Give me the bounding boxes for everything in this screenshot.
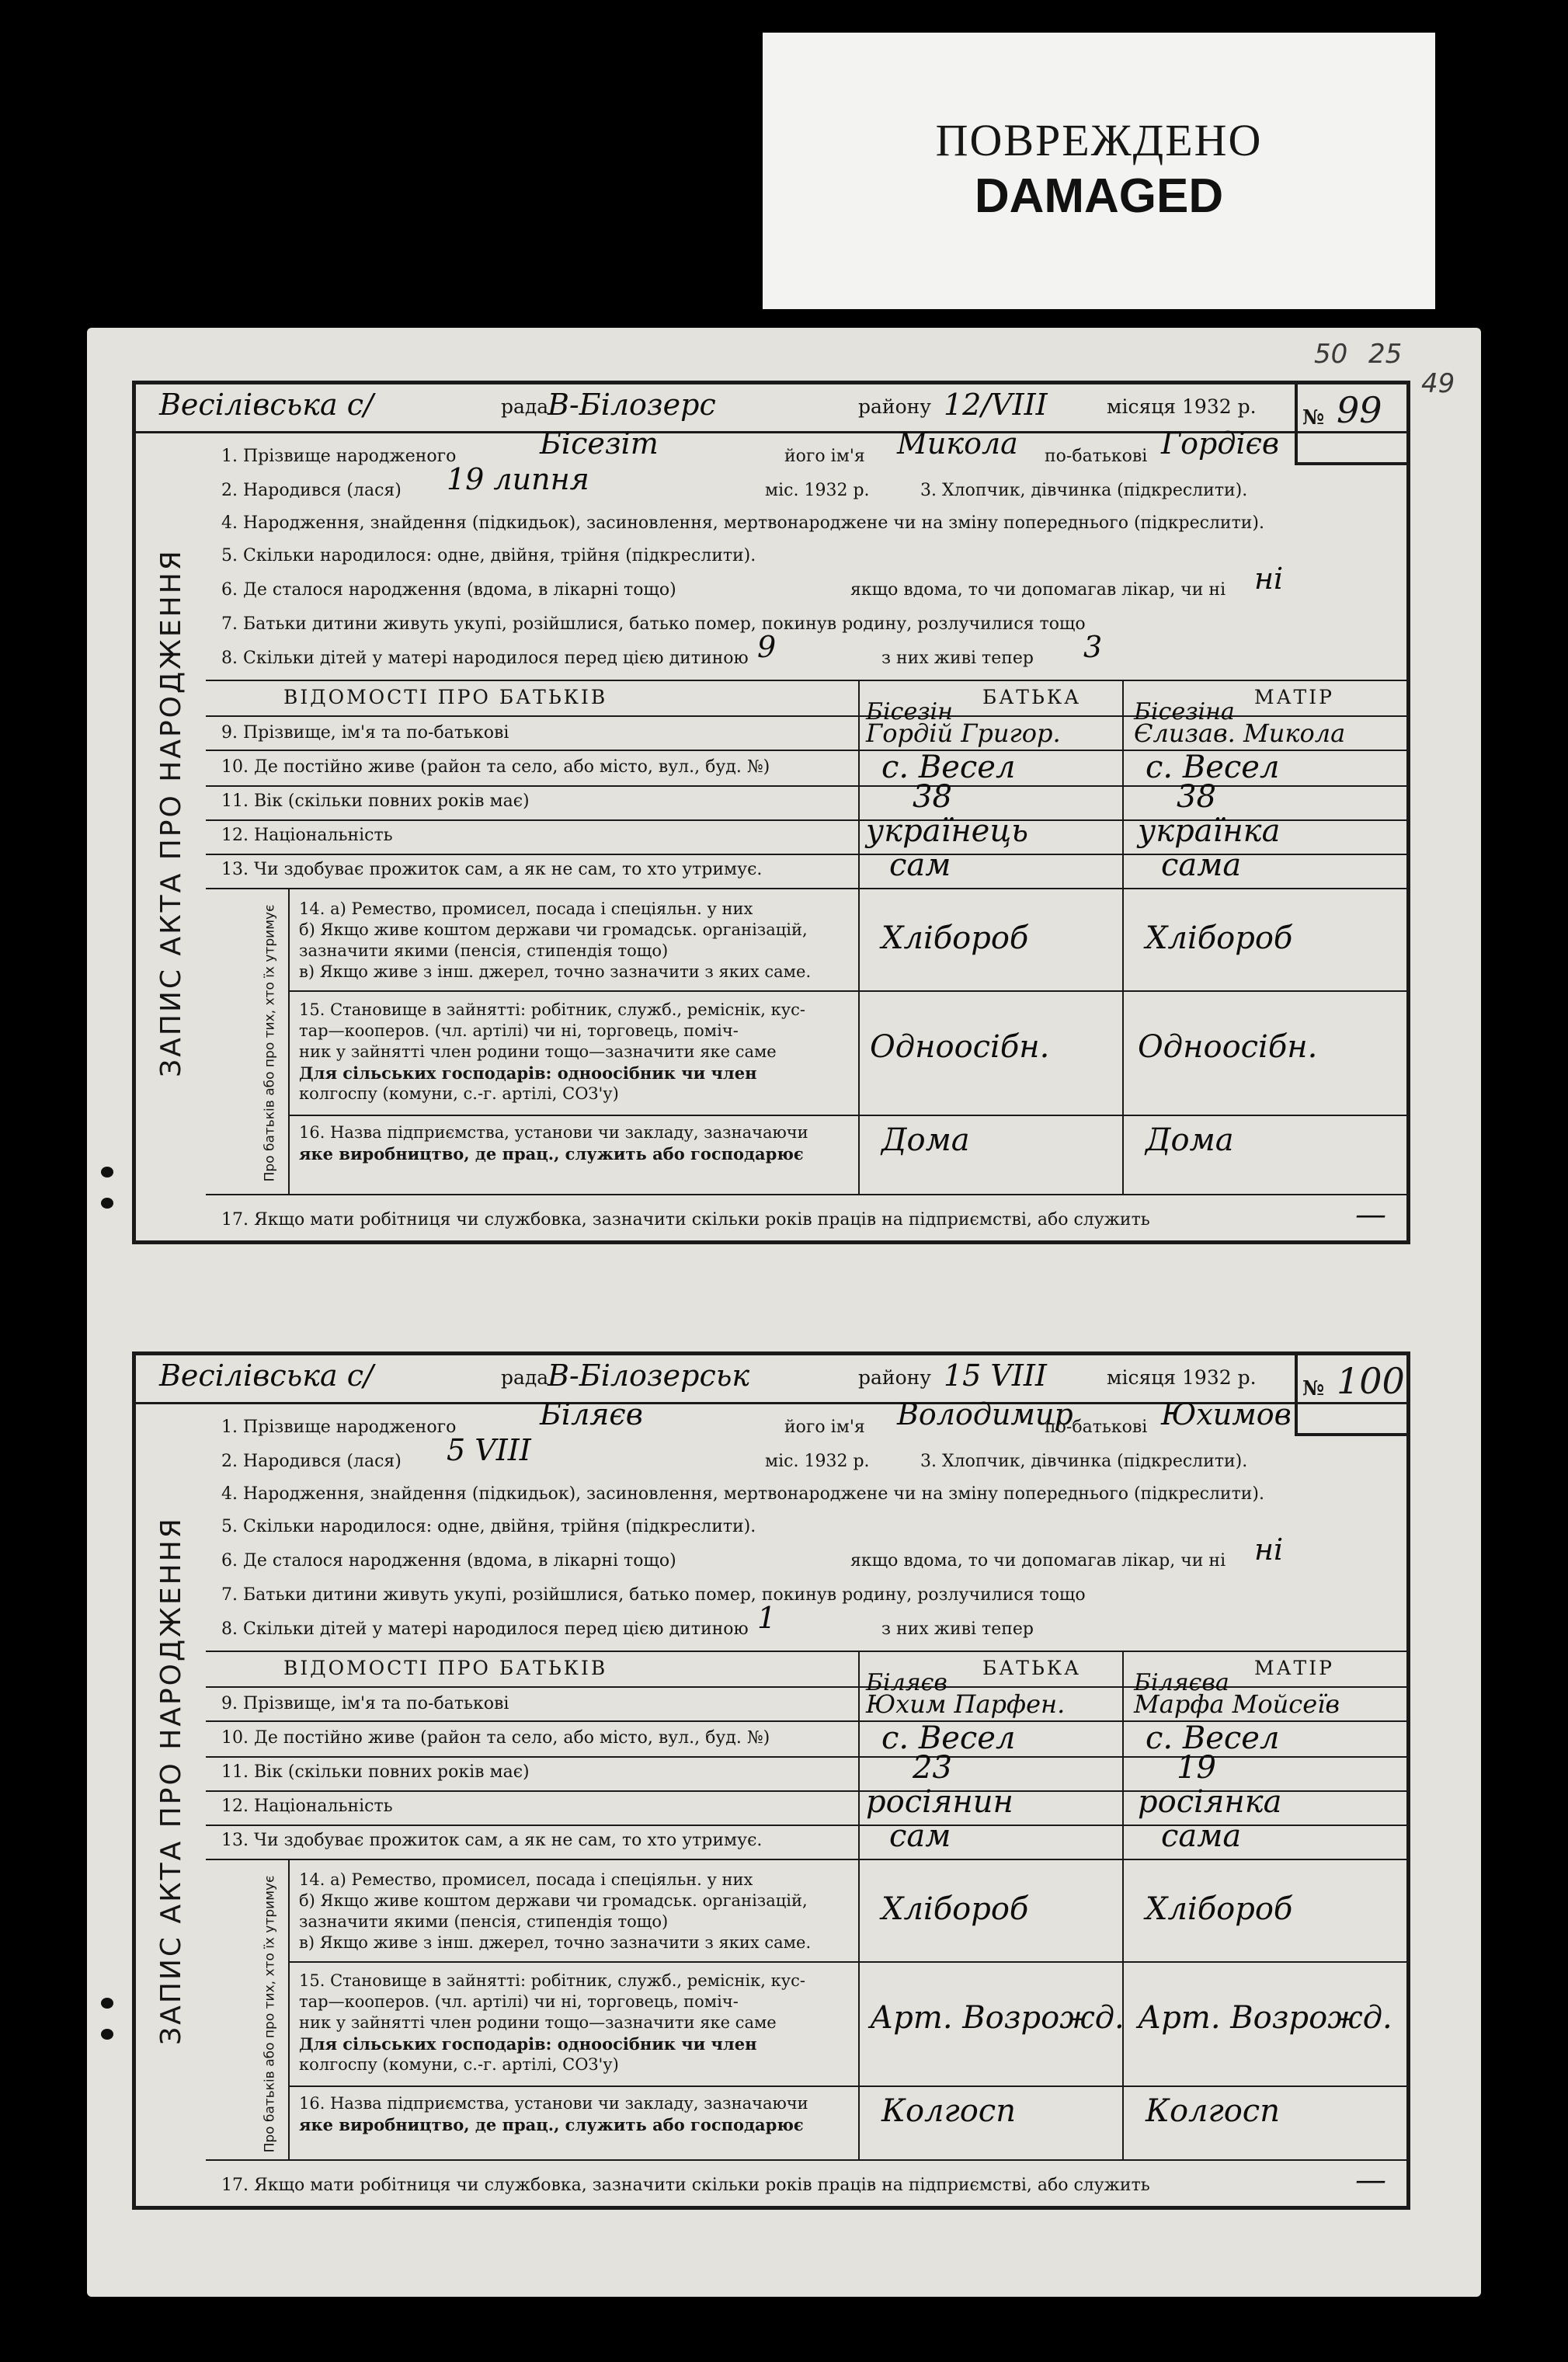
form-text: 1. Прізвище народженого (221, 1418, 457, 1437)
parents-heading: ВІДОМОСТІ ПРО БАТЬКІВ (283, 686, 608, 708)
given-name: Володимир (897, 1397, 1073, 1431)
line-17: 17. Якщо мати робітниця чи службовка, зазначити скільки років праців на підприємстві, або служить (221, 2176, 1150, 2195)
row-rule (206, 888, 1406, 889)
father-workplace: Колгосп (881, 2093, 1016, 2129)
mother-residence: с. Весел (1146, 1720, 1280, 1756)
father-residence: с. Весел (881, 1720, 1016, 1756)
record-date: 12/VIII (944, 388, 1048, 422)
column-rule (858, 1651, 860, 2159)
village-council: Весілівська с/ (159, 1358, 374, 1393)
form-text: 8. Скільки дітей у матері народилося перед цією дитиною (221, 649, 749, 668)
form-text: по-батькові (1045, 447, 1148, 466)
birth-date: 5 VIII (447, 1433, 531, 1467)
line-5: 5. Скільки народилося: одне, двійня, трійня (підкреслити). (221, 546, 756, 565)
form-text: 9. Прізвище, ім'я та по-батькові (221, 1694, 509, 1713)
form-text: 15. Становище в зайнятті: робітник, служб., реміснік, кус- (299, 1971, 805, 1990)
form-text: 11. Вік (скільки повних років має) (221, 791, 530, 811)
form-text: 16. Назва підприємства, установи чи закладу, зазначаючи (299, 1123, 808, 1142)
form-text: 13. Чи здобуває прожиток сам, а як не сам, то хто утримує. (221, 860, 763, 879)
form-text: 9. Прізвище, ім'я та по-батькові (221, 723, 509, 743)
stamp-english: DAMAGED (974, 169, 1224, 223)
mother-nationality: українка (1138, 813, 1281, 849)
mother-trade: Хлібороб (1146, 920, 1293, 956)
form-text: Для сільських господарів: одноосібник чи член (299, 2034, 757, 2054)
form-text: з них живі тепер (881, 1619, 1034, 1639)
mother-support: сама (1161, 1818, 1242, 1854)
form-text: 1. Прізвище народженого (221, 447, 457, 466)
raion-label: району (858, 1366, 931, 1389)
form-text (299, 899, 811, 983)
birth-date: 19 липня (447, 462, 589, 496)
mother-workplace: Колгосп (1146, 2093, 1280, 2129)
row-rule (206, 2159, 1406, 2161)
father-surname: Біляєв (866, 1669, 947, 1696)
form-text: ник у зайнятті член родини тощо—зазначити яке саме (299, 1042, 777, 1061)
form-text: колгоспу (комуни, с.-г. артілі, СОЗ'у) (299, 1084, 619, 1103)
month-label: місяця 1932 р. (1107, 1366, 1257, 1389)
form-text: 12. Національність (221, 1797, 393, 1816)
record-side-title (136, 384, 206, 1240)
form-text: 3. Хлопчик, дівчинка (підкреслити). (920, 1452, 1248, 1471)
mother-support: сама (1161, 847, 1242, 883)
patronymic: Юхимов (1161, 1397, 1292, 1431)
row-rule (206, 785, 1406, 787)
row-rule (288, 990, 1406, 992)
father-heading: БАТЬКА (982, 686, 1082, 708)
punch-hole (101, 1198, 113, 1209)
children-alive: 3 (1083, 630, 1103, 664)
raion-label: району (858, 395, 931, 418)
line-8 (221, 1601, 1034, 1639)
form-text: колгоспу (комуни, с.-г. артілі, СОЗ'у) (299, 2055, 619, 2074)
form-text: 13. Чи здобуває прожиток сам, а як не сам, то хто утримує. (221, 1831, 763, 1850)
father-trade: Хлібороб (881, 920, 1029, 956)
form-text: в) Якщо живе з інш. джерел, точно зазначити з яких саме. (299, 962, 812, 981)
father-workplace: Дома (881, 1122, 970, 1158)
children-before: 9 (757, 630, 777, 664)
birth-record (132, 1351, 1410, 2210)
birth-record (132, 381, 1410, 1244)
mother-workplace: Дома (1146, 1122, 1234, 1158)
surname: Бісезіт (540, 426, 659, 461)
form-text: 10. Де постійно живе (район та село, або місто, вул., буд. №) (221, 1728, 770, 1748)
form-text: 14. а) Ремество, промисел, посада і спеціяльн. у них (299, 1870, 753, 1889)
father-nationality: росіянин (866, 1784, 1013, 1820)
form-text: Для сільських господарів: одноосібник чи член (299, 1063, 757, 1083)
form-text (299, 1000, 805, 1104)
form-text (299, 1122, 808, 1164)
parents-side-note (252, 1859, 287, 2169)
mother-heading: МАТІР (1254, 686, 1334, 708)
form-text: зазначити якими (пенсія, стипендія тощо) (299, 1912, 669, 1931)
parents-side-note (252, 888, 287, 1198)
father-name: Юхим Парфен. (866, 1689, 1066, 1719)
mother-age: 19 (1177, 1750, 1216, 1786)
form-text: 2. Народився (лася) (221, 481, 402, 500)
mother-status: Одноосібн. (1138, 1029, 1318, 1065)
record-number: 99 (1337, 389, 1382, 431)
line-2 (221, 1433, 1248, 1471)
row-rule (206, 1194, 1406, 1195)
mother-status: Арт. Возрожд. (1138, 2000, 1392, 2036)
father-status: Одноосібн. (870, 1029, 1050, 1065)
record-number-box (1295, 384, 1406, 465)
children-before: 1 (757, 1601, 777, 1635)
form-text: тар—кооперов. (чл. артілі) чи ні, торговець, поміч- (299, 1021, 739, 1040)
punch-hole (101, 1998, 113, 2009)
father-trade: Хлібороб (881, 1891, 1029, 1927)
father-support: сам (889, 1818, 951, 1854)
column-rule (288, 888, 290, 1194)
form-text: 16. Назва підприємства, установи чи закладу, зазначаючи (299, 2094, 808, 2113)
mother-surname: Бісезіна (1134, 698, 1235, 725)
form-text: 14. а) Ремество, промисел, посада і спеціяльн. у них (299, 899, 753, 918)
form-text: 6. Де сталося народження (вдома, в лікарні тощо) (221, 1551, 676, 1571)
form-text: міс. 1932 р. (765, 481, 870, 500)
line-4: 4. Народження, знайдення (підкидьок), засиновлення, мертвонароджене чи на зміну попереднього (підкреслити). (221, 1484, 1264, 1504)
punch-hole (101, 1167, 113, 1178)
line-6 (221, 1532, 1284, 1571)
line-8 (221, 630, 1103, 668)
row-rule (206, 1756, 1406, 1758)
mother-nationality: росіянка (1138, 1784, 1282, 1820)
damaged-stamp (763, 33, 1435, 309)
form-text: б) Якщо живе коштом держави чи громадськ. організацій, (299, 920, 808, 939)
form-text: якщо вдома, то чи допомагав лікар, чи ні (850, 580, 1226, 600)
rada-value: В-Білозерс (548, 388, 716, 422)
column-rule (1122, 680, 1124, 1194)
column-rule (1122, 1651, 1124, 2159)
row-rule (206, 1651, 1406, 1652)
record-side-title (136, 1355, 206, 2206)
form-text: його ім'я (784, 447, 865, 466)
line-7: 7. Батьки дитини живуть укупі, розійшлися, батько помер, покинув родину, розлучилися тощо (221, 1585, 1086, 1605)
column-rule (288, 1859, 290, 2159)
form-text: 2. Народився (лася) (221, 1452, 402, 1471)
surname: Біляєв (540, 1397, 643, 1431)
form-text: з них живі тепер (881, 649, 1034, 668)
corner-mark: 50 (1314, 339, 1348, 370)
form-text (299, 2093, 808, 2135)
father-surname: Бісезін (866, 698, 953, 725)
form-text: № (1302, 406, 1325, 430)
father-heading: БАТЬКА (982, 1657, 1082, 1679)
record-number-box (1295, 1355, 1406, 1436)
father-support: сам (889, 847, 951, 883)
parents-heading: ВІДОМОСТІ ПРО БАТЬКІВ (283, 1657, 608, 1679)
stamp-russian: ПОВРЕЖДЕНО (935, 115, 1263, 165)
form-text: б) Якщо живе коштом держави чи громадськ. організацій, (299, 1891, 808, 1910)
line-1 (221, 1397, 1292, 1437)
rada-label: рада (501, 395, 549, 418)
form-text: якщо вдома, то чи допомагав лікар, чи ні (850, 1551, 1226, 1571)
row-rule (206, 680, 1406, 681)
mother-heading: МАТІР (1254, 1657, 1334, 1679)
rada-value: В-Білозерськ (548, 1358, 750, 1393)
column-rule (858, 680, 860, 1194)
line-7: 7. Батьки дитини живуть укупі, розійшлися, батько помер, покинув родину, розлучилися тощо (221, 614, 1086, 634)
form-text: яке виробництво, де прац., служить або господарює (299, 1144, 804, 1164)
mother-residence: с. Весел (1146, 750, 1280, 785)
form-text: 11. Вік (скільки повних років має) (221, 1762, 530, 1782)
form-text: 15. Становище в зайнятті: робітник, служб., реміснік, кус- (299, 1000, 805, 1019)
father-age: 38 (913, 779, 952, 815)
form-text: № (1302, 1377, 1325, 1400)
form-text: 6. Де сталося народження (вдома, в лікарні тощо) (221, 580, 676, 600)
form-text: 12. Національність (221, 826, 393, 845)
form-text: 8. Скільки дітей у матері народилося перед цією дитиною (221, 1619, 749, 1639)
mother-work-years: — (1355, 1197, 1386, 1233)
row-rule (288, 1115, 1406, 1116)
rada-label: рада (501, 1366, 549, 1389)
form-text: по-батькові (1045, 1418, 1148, 1437)
line-1 (221, 426, 1279, 466)
form-text: 3. Хлопчик, дівчинка (підкреслити). (920, 481, 1248, 500)
form-text: тар—кооперов. (чл. артілі) чи ні, торговець, поміч- (299, 1992, 739, 2011)
corner-mark: 25 (1368, 339, 1403, 370)
line-2 (221, 462, 1248, 500)
register-sheet (87, 328, 1481, 2297)
form-text (299, 1870, 811, 1953)
father-nationality: українець (866, 813, 1029, 849)
father-name: Гордій Григор. (866, 718, 1061, 748)
mother-surname: Біляєва (1134, 1669, 1229, 1696)
mother-trade: Хлібороб (1146, 1891, 1293, 1927)
given-name: Микола (897, 426, 1018, 461)
village-council: Весілівська с/ (159, 388, 374, 422)
form-text: 10. Де постійно живе (район та село, або місто, вул., буд. №) (221, 757, 770, 777)
line-6 (221, 562, 1284, 600)
doctor-answer: ні (1254, 1532, 1284, 1567)
father-residence: с. Весел (881, 750, 1016, 785)
form-text: яке виробництво, де прац., служить або господарює (299, 2115, 804, 2134)
form-text: Про батьків або про тих, хто їх утримує (262, 1875, 278, 2153)
patronymic: Гордієв (1161, 426, 1279, 461)
line-4: 4. Народження, знайдення (підкидьок), засиновлення, мертвонароджене чи на зміну попереднього (підкреслити). (221, 513, 1264, 533)
form-text: Про батьків або про тих, хто їх утримує (262, 904, 278, 1182)
row-rule (288, 2085, 1406, 2087)
father-age: 23 (913, 1750, 952, 1786)
doctor-answer: ні (1254, 562, 1284, 596)
line-17: 17. Якщо мати робітниця чи службовка, зазначити скільки років праців на підприємстві, або служить (221, 1210, 1150, 1230)
punch-hole (101, 2029, 113, 2040)
record-number: 100 (1337, 1360, 1405, 1402)
mother-name: Єлизав. Микола (1134, 718, 1346, 748)
row-rule (206, 1859, 1406, 1860)
line-5: 5. Скільки народилося: одне, двійня, трійня (підкреслити). (221, 1517, 756, 1536)
mother-age: 38 (1177, 779, 1216, 815)
father-status: Арт. Возрожд. (870, 2000, 1125, 2036)
form-text: зазначити якими (пенсія, стипендія тощо) (299, 941, 669, 960)
month-label: місяця 1932 р. (1107, 395, 1257, 418)
form-text: його ім'я (784, 1418, 865, 1437)
form-text: ник у зайнятті член родини тощо—зазначити яке саме (299, 2013, 777, 2032)
record-date: 15 VIII (944, 1358, 1047, 1393)
mother-name: Марфа Мойсеїв (1134, 1689, 1340, 1719)
form-text (299, 1971, 805, 2075)
mother-work-years: — (1355, 2162, 1386, 2198)
corner-mark: 49 (1421, 368, 1455, 399)
form-text: ЗАПИС АКТА ПРО НАРОДЖЕННЯ (155, 1516, 187, 2045)
form-text: ЗАПИС АКТА ПРО НАРОДЖЕННЯ (155, 548, 187, 1077)
form-text: міс. 1932 р. (765, 1452, 870, 1471)
form-text: в) Якщо живе з інш. джерел, точно зазначити з яких саме. (299, 1933, 812, 1952)
row-rule (288, 1961, 1406, 1963)
